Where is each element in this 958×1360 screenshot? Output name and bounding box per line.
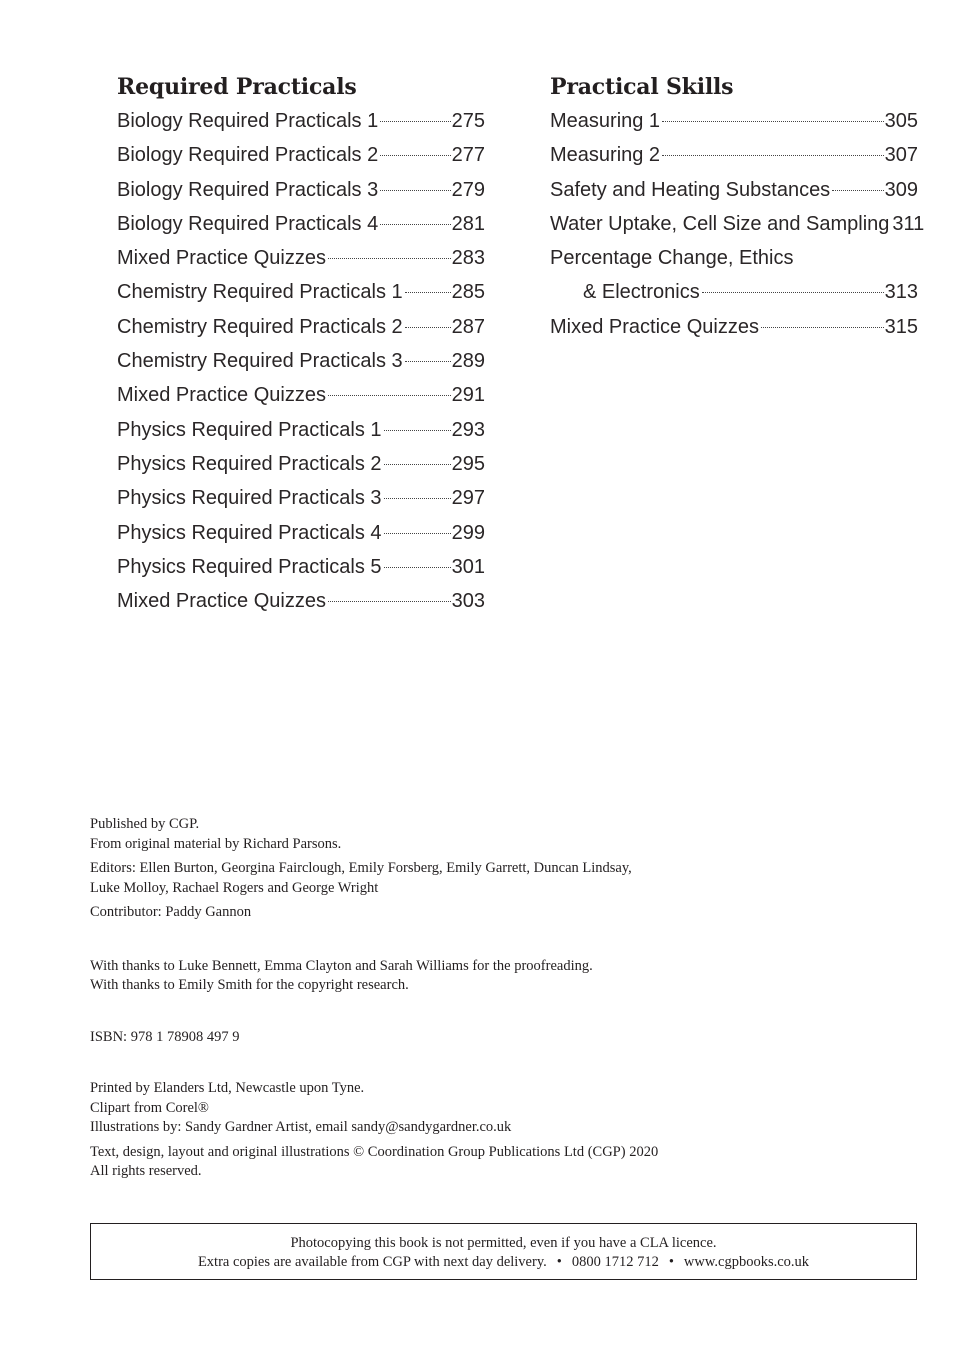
toc-page-number: 279 [451, 178, 485, 201]
rights: All rights reserved. [90, 1163, 202, 1179]
toc-list [117, 104, 485, 618]
illustrations-credit: Illustrations by: Sandy Gardner Artist, email sandy@sandygardner.co.uk [90, 1119, 512, 1135]
toc-entry[interactable] [117, 481, 485, 515]
toc-page-number: 315 [884, 315, 918, 338]
dot-leader [405, 327, 451, 328]
toc-entry[interactable] [117, 310, 485, 344]
toc-entry[interactable] [117, 378, 485, 412]
toc-page-number: 301 [451, 555, 485, 578]
toc-entry[interactable] [550, 138, 918, 172]
toc-entry-label: Physics Required Practicals 1 [117, 418, 382, 441]
toc-entry-label: Safety and Heating Substances [550, 178, 831, 201]
toc-page-number: 287 [451, 315, 485, 338]
toc-page-number: 303 [451, 590, 485, 613]
printed-by: Printed by Elanders Ltd, Newcastle upon Tyne. [90, 1080, 365, 1096]
toc-entry-label: Mixed Practice Quizzes [550, 315, 759, 338]
toc-page-number: 285 [451, 281, 485, 304]
toc-list [550, 104, 925, 344]
toc-page-number: 297 [451, 487, 485, 510]
isbn: ISBN: 978 1 78908 497 9 [90, 1028, 240, 1045]
toc-entry[interactable] [117, 550, 485, 584]
toc-entry[interactable] [550, 104, 918, 138]
toc-page-number: 307 [884, 144, 918, 167]
contributor: Contributor: Paddy Gannon [90, 904, 252, 920]
toc-practical-skills [550, 70, 925, 344]
toc-page-number: 275 [451, 110, 485, 132]
toc-entry-label: Mixed Practice Quizzes [117, 247, 326, 270]
dot-leader [380, 224, 450, 225]
published-by: Published by CGP. [90, 816, 200, 832]
dot-leader [832, 190, 883, 191]
toc-entry-label: Physics Required Practicals 2 [117, 452, 382, 475]
toc-entry[interactable] [550, 207, 925, 241]
dot-leader [328, 258, 451, 259]
notice-line-1: Photocopying this book is not permitted, even if you have a CLA licence. [290, 1235, 717, 1251]
dot-leader [380, 121, 450, 122]
thanks-proofreading: With thanks to Luke Bennett, Emma Clayton and Sarah Williams for the proofreading. [90, 957, 593, 974]
toc-entry-label: Biology Required Practicals 3 [117, 178, 379, 201]
dot-leader [384, 430, 451, 431]
toc-required-practicals [117, 70, 485, 618]
toc-entry[interactable] [117, 275, 485, 309]
editors-line-1: Editors: Ellen Burton, Georgina Fairclough, Emily Forsberg, Emily Garrett, Duncan Lindsay, [90, 860, 632, 876]
toc-entry-label: Physics Required Practicals 5 [117, 555, 382, 578]
clipart-credit: Clipart from Corel® [90, 1099, 209, 1116]
section-heading: Practical Skills [550, 74, 734, 100]
toc-entry[interactable] [550, 310, 918, 344]
toc-entry-label: Mixed Practice Quizzes [117, 590, 326, 613]
dot-leader [380, 190, 450, 191]
dot-leader [662, 155, 884, 156]
toc-page-number: 309 [884, 178, 918, 201]
phone-number: 0800 1712 712 [571, 1254, 659, 1270]
toc-entry[interactable] [550, 173, 918, 207]
toc-entry-label: Chemistry Required Practicals 2 [117, 315, 403, 338]
toc-entry[interactable] [117, 516, 485, 550]
website-link[interactable]: www.cgpbooks.co.uk [683, 1254, 810, 1270]
toc-entry-continuation[interactable] [550, 275, 918, 309]
toc-entry[interactable] [117, 413, 485, 447]
toc-page-number: 299 [451, 521, 485, 544]
toc-entry-label: Measuring 2 [550, 144, 661, 167]
dot-leader [380, 155, 450, 156]
toc-page-number: 311 [892, 212, 925, 235]
toc-page-number: 293 [451, 418, 485, 441]
toc-entry-label: Chemistry Required Practicals 1 [117, 281, 403, 304]
dot-leader [702, 292, 884, 293]
toc-entry-label: Mixed Practice Quizzes [117, 384, 326, 407]
toc-entry[interactable] [117, 447, 485, 481]
dot-leader [328, 395, 451, 396]
toc-entry-label: Biology Required Practicals 4 [117, 212, 379, 235]
toc-page-number: 305 [884, 110, 918, 132]
toc-page-number: 289 [451, 350, 485, 373]
dot-leader [761, 327, 884, 328]
delivery-text: Extra copies are available from CGP with next day delivery. [197, 1254, 547, 1270]
toc-entry[interactable] [550, 241, 918, 275]
toc-entry-label: Physics Required Practicals 4 [117, 521, 382, 544]
dot-leader [405, 292, 451, 293]
section-heading: Required Practicals [117, 74, 357, 100]
toc-page-number: 291 [451, 384, 485, 407]
dot-leader [384, 464, 451, 465]
toc-page-number: 295 [451, 452, 485, 475]
toc-entry-label: Biology Required Practicals 1 [117, 110, 379, 132]
dot-leader [662, 121, 884, 122]
toc-entry-label: Chemistry Required Practicals 3 [117, 350, 403, 373]
toc-page-number: 281 [451, 212, 485, 235]
thanks-copyright: With thanks to Emily Smith for the copyright research. [90, 977, 409, 993]
dot-leader [384, 567, 451, 568]
editors-line-2: Luke Molloy, Rachael Rogers and George Wright [90, 879, 379, 896]
toc-entry[interactable] [117, 173, 485, 207]
bullet-separator: • [668, 1254, 674, 1270]
photocopy-notice [90, 1223, 917, 1280]
toc-entry[interactable] [117, 104, 485, 138]
bullet-separator: • [556, 1254, 562, 1270]
notice-line-2 [91, 1253, 916, 1272]
toc-page-number: 277 [451, 144, 485, 167]
toc-entry-label: & Electronics [583, 281, 700, 304]
publication-credits [90, 815, 790, 1182]
dot-leader [328, 601, 451, 602]
toc-entry[interactable] [117, 207, 485, 241]
dot-leader [384, 498, 451, 499]
toc-entry[interactable] [117, 584, 485, 618]
dot-leader [384, 533, 451, 534]
copyright: Text, design, layout and original illustrations © Coordination Group Publications Ltd (CGP) 2020 [90, 1143, 659, 1160]
toc-entry-label: Water Uptake, Cell Size and Sampling [550, 212, 890, 235]
toc-entry[interactable] [117, 344, 485, 378]
toc-entry-label: Physics Required Practicals 3 [117, 487, 382, 510]
toc-entry-label: Biology Required Practicals 2 [117, 144, 379, 167]
toc-page-number: 283 [451, 247, 485, 270]
toc-entry[interactable] [117, 241, 485, 275]
dot-leader [405, 361, 451, 362]
toc-entry[interactable] [117, 138, 485, 172]
toc-page-number: 313 [884, 281, 918, 304]
toc-entry-label: Percentage Change, Ethics [550, 247, 794, 270]
toc-entry-label: Measuring 1 [550, 110, 661, 132]
original-material: From original material by Richard Parsons. [90, 835, 342, 852]
